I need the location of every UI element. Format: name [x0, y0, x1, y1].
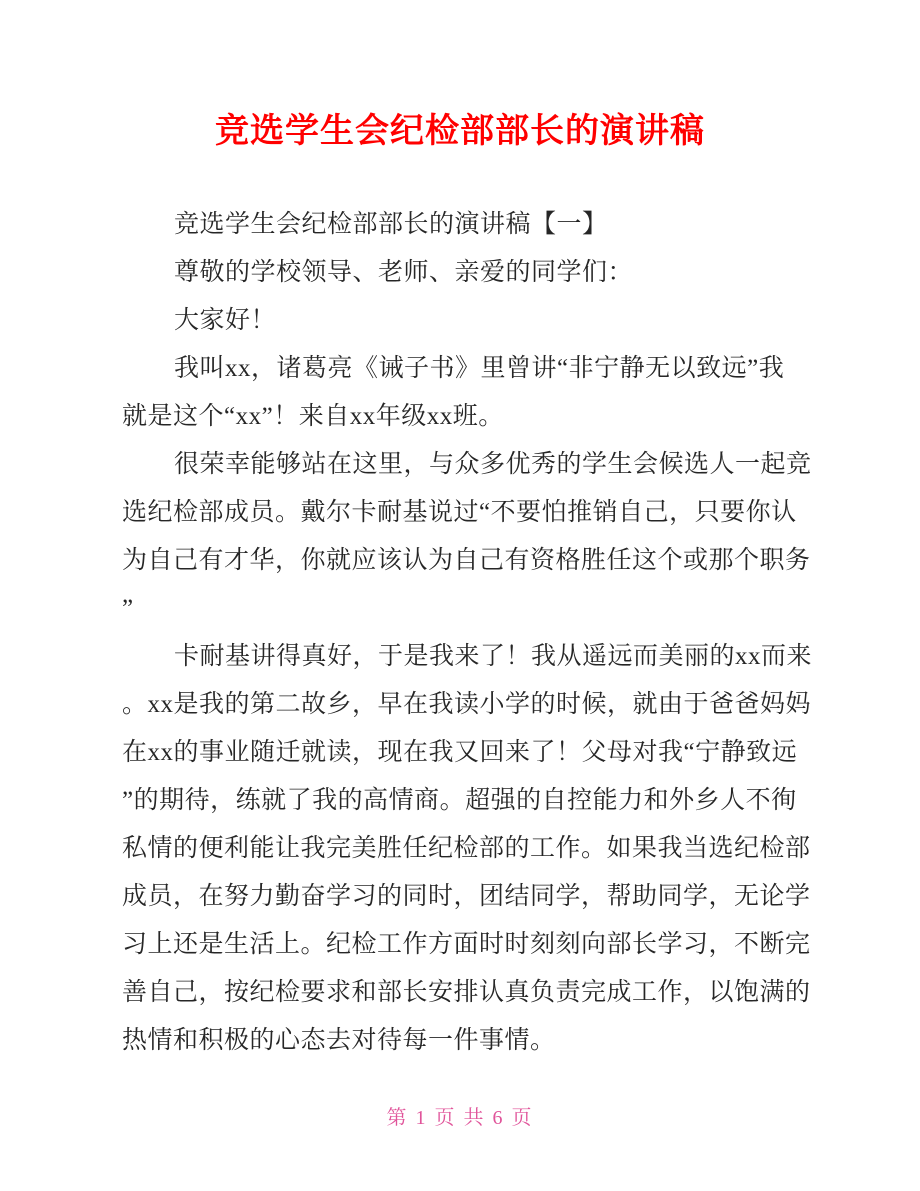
document-line: 竞选学生会纪检部部长的演讲稿【一】: [174, 211, 608, 238]
document-title: 竞选学生会纪检部部长的演讲稿: [215, 112, 705, 150]
document-line: 。xx是我的第二故乡，早在我读小学的时候，就由于爸爸妈妈: [122, 691, 812, 718]
document-line: 我叫xx，诸葛亮《诫子书》里曾讲“非宁静无以致远”我: [174, 355, 785, 382]
document-line: 很荣幸能够站在这里，与众多优秀的学生会候选人一起竞: [174, 451, 812, 478]
document-line: 成员，在努力勤奋学习的同时，团结同学，帮助同学，无论学: [122, 883, 811, 910]
document-line: ”: [122, 595, 134, 622]
page-number-footer: 第 1 页 共 6 页: [386, 1107, 534, 1129]
document-line: 热情和积极的心态去对待每一件事情。: [122, 1027, 556, 1054]
document-line: 就是这个“xx”！来自xx年级xx班。: [122, 403, 504, 430]
document-line: 在xx的事业随迁就读，现在我又回来了！父母对我“宁静致远: [122, 739, 798, 766]
document-line: 习上还是生活上。纪检工作方面时时刻刻向部长学习，不断完: [122, 931, 811, 958]
document-body: [122, 201, 813, 1065]
document-line: ”的期待，练就了我的高情商。超强的自控能力和外乡人不徇: [122, 787, 797, 814]
document-line: 私情的便利能让我完美胜任纪检部的工作。如果我当选纪检部: [122, 835, 811, 862]
document-line: 选纪检部成员。戴尔卡耐基说过“不要怕推销自己，只要你认: [122, 499, 797, 526]
document-line: 卡耐基讲得真好，于是我来了！我从遥远而美丽的xx而来: [174, 643, 813, 670]
document-line: 尊敬的学校领导、老师、亲爱的同学们：: [174, 259, 634, 286]
document-line: 为自己有才华，你就应该认为自己有资格胜任这个或那个职务: [122, 547, 811, 574]
document-line: 善自己，按纪检要求和部长安排认真负责完成工作，以饱满的: [122, 979, 811, 1006]
document-line: 大家好！: [174, 307, 277, 334]
